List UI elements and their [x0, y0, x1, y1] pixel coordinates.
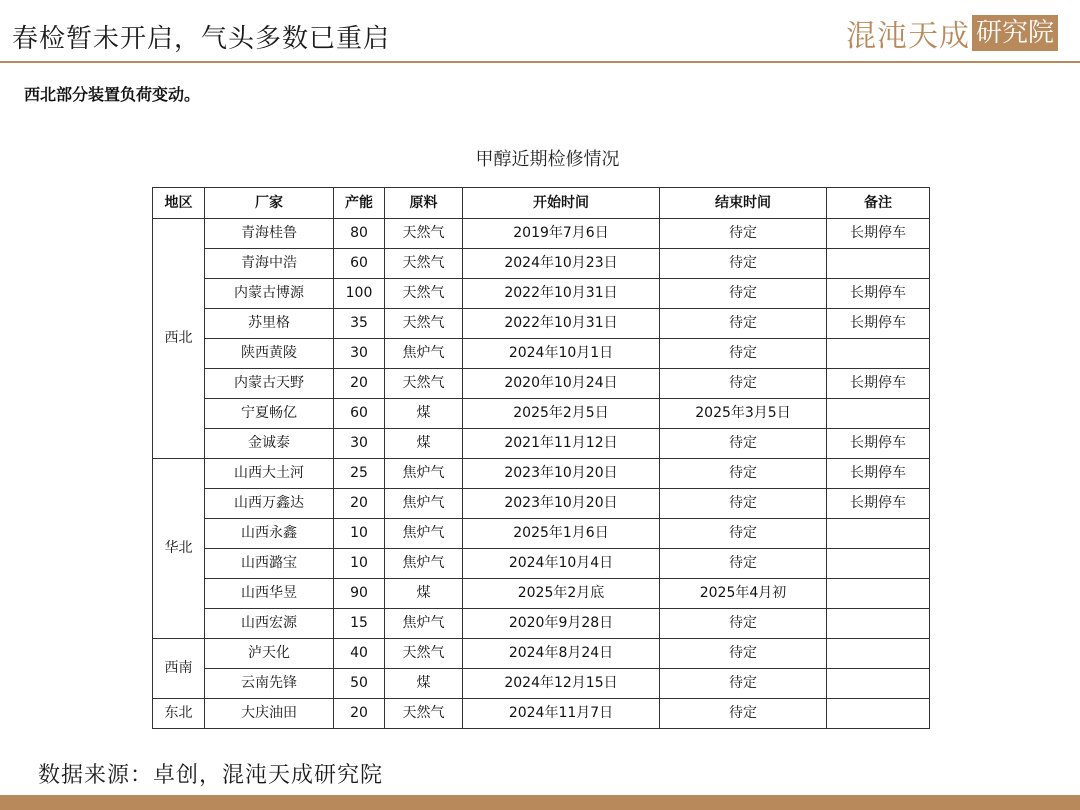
footer-bar	[0, 795, 1080, 810]
logo-text-left: 混沌天成	[846, 19, 970, 54]
brand-logo	[846, 14, 1058, 52]
cell-start-time: 2025年1月6日	[463, 519, 660, 549]
cell-material: 天然气	[385, 309, 463, 339]
cell-factory: 宁夏畅亿	[205, 399, 334, 429]
cell-end-time: 待定	[660, 219, 827, 249]
table-body	[153, 219, 930, 729]
column-header-start: 开始时间	[463, 188, 660, 219]
table-row	[153, 609, 930, 639]
cell-note	[827, 339, 930, 369]
table-row	[153, 429, 930, 459]
cell-end-time: 待定	[660, 279, 827, 309]
maintenance-table	[152, 187, 930, 729]
cell-note: 长期停车	[827, 309, 930, 339]
cell-start-time: 2023年10月20日	[463, 489, 660, 519]
cell-start-time: 2022年10月31日	[463, 309, 660, 339]
cell-start-time: 2024年12月15日	[463, 669, 660, 699]
table-row	[153, 309, 930, 339]
cell-material: 煤	[385, 399, 463, 429]
cell-material: 天然气	[385, 219, 463, 249]
cell-note: 长期停车	[827, 279, 930, 309]
table-row	[153, 669, 930, 699]
cell-end-time: 待定	[660, 489, 827, 519]
cell-factory: 内蒙古博源	[205, 279, 334, 309]
cell-start-time: 2019年7月6日	[463, 219, 660, 249]
cell-capacity: 20	[334, 489, 385, 519]
cell-factory: 山西永鑫	[205, 519, 334, 549]
cell-factory: 山西潞宝	[205, 549, 334, 579]
cell-start-time: 2022年10月31日	[463, 279, 660, 309]
table-header-row	[153, 188, 930, 219]
cell-start-time: 2024年10月23日	[463, 249, 660, 279]
cell-end-time: 待定	[660, 669, 827, 699]
table-row	[153, 519, 930, 549]
cell-region: 东北	[153, 699, 205, 729]
cell-capacity: 60	[334, 249, 385, 279]
cell-start-time: 2021年11月12日	[463, 429, 660, 459]
cell-capacity: 10	[334, 519, 385, 549]
cell-capacity: 90	[334, 579, 385, 609]
column-header-factory: 厂家	[205, 188, 334, 219]
cell-note	[827, 609, 930, 639]
cell-end-time: 待定	[660, 369, 827, 399]
cell-capacity: 20	[334, 699, 385, 729]
cell-capacity: 50	[334, 669, 385, 699]
cell-note	[827, 639, 930, 669]
cell-end-time: 待定	[660, 639, 827, 669]
cell-capacity: 80	[334, 219, 385, 249]
cell-end-time: 待定	[660, 309, 827, 339]
cell-capacity: 35	[334, 309, 385, 339]
cell-material: 焦炉气	[385, 609, 463, 639]
cell-factory: 山西万鑫达	[205, 489, 334, 519]
column-header-end: 结束时间	[660, 188, 827, 219]
cell-end-time: 待定	[660, 549, 827, 579]
cell-factory: 山西大土河	[205, 459, 334, 489]
cell-end-time: 待定	[660, 249, 827, 279]
cell-factory: 陕西黄陵	[205, 339, 334, 369]
table-row	[153, 339, 930, 369]
cell-note	[827, 579, 930, 609]
cell-note: 长期停车	[827, 489, 930, 519]
column-header-material: 原料	[385, 188, 463, 219]
table-row	[153, 279, 930, 309]
cell-factory: 苏里格	[205, 309, 334, 339]
cell-end-time: 待定	[660, 429, 827, 459]
cell-material: 煤	[385, 669, 463, 699]
cell-note	[827, 519, 930, 549]
cell-capacity: 25	[334, 459, 385, 489]
cell-end-time: 待定	[660, 519, 827, 549]
table-row	[153, 399, 930, 429]
cell-material: 焦炉气	[385, 549, 463, 579]
cell-factory: 青海桂鲁	[205, 219, 334, 249]
cell-region: 西北	[153, 219, 205, 459]
cell-factory: 内蒙古天野	[205, 369, 334, 399]
cell-start-time: 2024年10月1日	[463, 339, 660, 369]
logo-text-right: 研究院	[972, 15, 1058, 51]
cell-capacity: 15	[334, 609, 385, 639]
cell-capacity: 10	[334, 549, 385, 579]
section-subtitle: 西北部分装置负荷变动。	[24, 85, 201, 104]
table-row	[153, 219, 930, 249]
cell-start-time: 2020年10月24日	[463, 369, 660, 399]
cell-region: 西南	[153, 639, 205, 699]
cell-material: 天然气	[385, 249, 463, 279]
cell-note	[827, 399, 930, 429]
cell-capacity: 100	[334, 279, 385, 309]
cell-end-time: 待定	[660, 699, 827, 729]
cell-material: 天然气	[385, 699, 463, 729]
cell-note	[827, 699, 930, 729]
cell-end-time: 2025年4月初	[660, 579, 827, 609]
cell-factory: 金诚泰	[205, 429, 334, 459]
cell-material: 焦炉气	[385, 339, 463, 369]
cell-factory: 山西华昱	[205, 579, 334, 609]
table-row	[153, 699, 930, 729]
table-row	[153, 639, 930, 669]
data-source-note: 数据来源：卓创，混沌天成研究院	[38, 763, 384, 788]
table-row	[153, 489, 930, 519]
table-row	[153, 249, 930, 279]
table-title: 甲醇近期检修情况	[475, 149, 620, 170]
cell-material: 天然气	[385, 369, 463, 399]
cell-material: 天然气	[385, 279, 463, 309]
column-header-capacity: 产能	[334, 188, 385, 219]
table-row	[153, 549, 930, 579]
cell-note	[827, 669, 930, 699]
cell-start-time: 2024年11月7日	[463, 699, 660, 729]
cell-capacity: 40	[334, 639, 385, 669]
cell-note: 长期停车	[827, 429, 930, 459]
cell-region: 华北	[153, 459, 205, 639]
cell-end-time: 待定	[660, 459, 827, 489]
cell-end-time: 2025年3月5日	[660, 399, 827, 429]
cell-material: 天然气	[385, 639, 463, 669]
cell-note	[827, 249, 930, 279]
table-row	[153, 579, 930, 609]
cell-material: 煤	[385, 429, 463, 459]
table-row	[153, 459, 930, 489]
cell-material: 煤	[385, 579, 463, 609]
cell-material: 焦炉气	[385, 489, 463, 519]
cell-factory: 云南先锋	[205, 669, 334, 699]
cell-start-time: 2025年2月5日	[463, 399, 660, 429]
column-header-note: 备注	[827, 188, 930, 219]
cell-material: 焦炉气	[385, 519, 463, 549]
page-title: 春检暂未开启，气头多数已重启	[12, 24, 391, 54]
column-header-region: 地区	[153, 188, 205, 219]
cell-start-time: 2024年10月4日	[463, 549, 660, 579]
table-row	[153, 369, 930, 399]
cell-note	[827, 549, 930, 579]
header-divider	[0, 61, 1080, 63]
cell-end-time: 待定	[660, 339, 827, 369]
cell-capacity: 60	[334, 399, 385, 429]
cell-start-time: 2025年2月底	[463, 579, 660, 609]
cell-start-time: 2023年10月20日	[463, 459, 660, 489]
cell-factory: 大庆油田	[205, 699, 334, 729]
cell-capacity: 30	[334, 429, 385, 459]
cell-end-time: 待定	[660, 609, 827, 639]
cell-material: 焦炉气	[385, 459, 463, 489]
cell-capacity: 20	[334, 369, 385, 399]
cell-note: 长期停车	[827, 219, 930, 249]
cell-start-time: 2020年9月28日	[463, 609, 660, 639]
cell-factory: 山西宏源	[205, 609, 334, 639]
cell-factory: 泸天化	[205, 639, 334, 669]
cell-note: 长期停车	[827, 369, 930, 399]
cell-capacity: 30	[334, 339, 385, 369]
cell-note: 长期停车	[827, 459, 930, 489]
cell-start-time: 2024年8月24日	[463, 639, 660, 669]
cell-factory: 青海中浩	[205, 249, 334, 279]
